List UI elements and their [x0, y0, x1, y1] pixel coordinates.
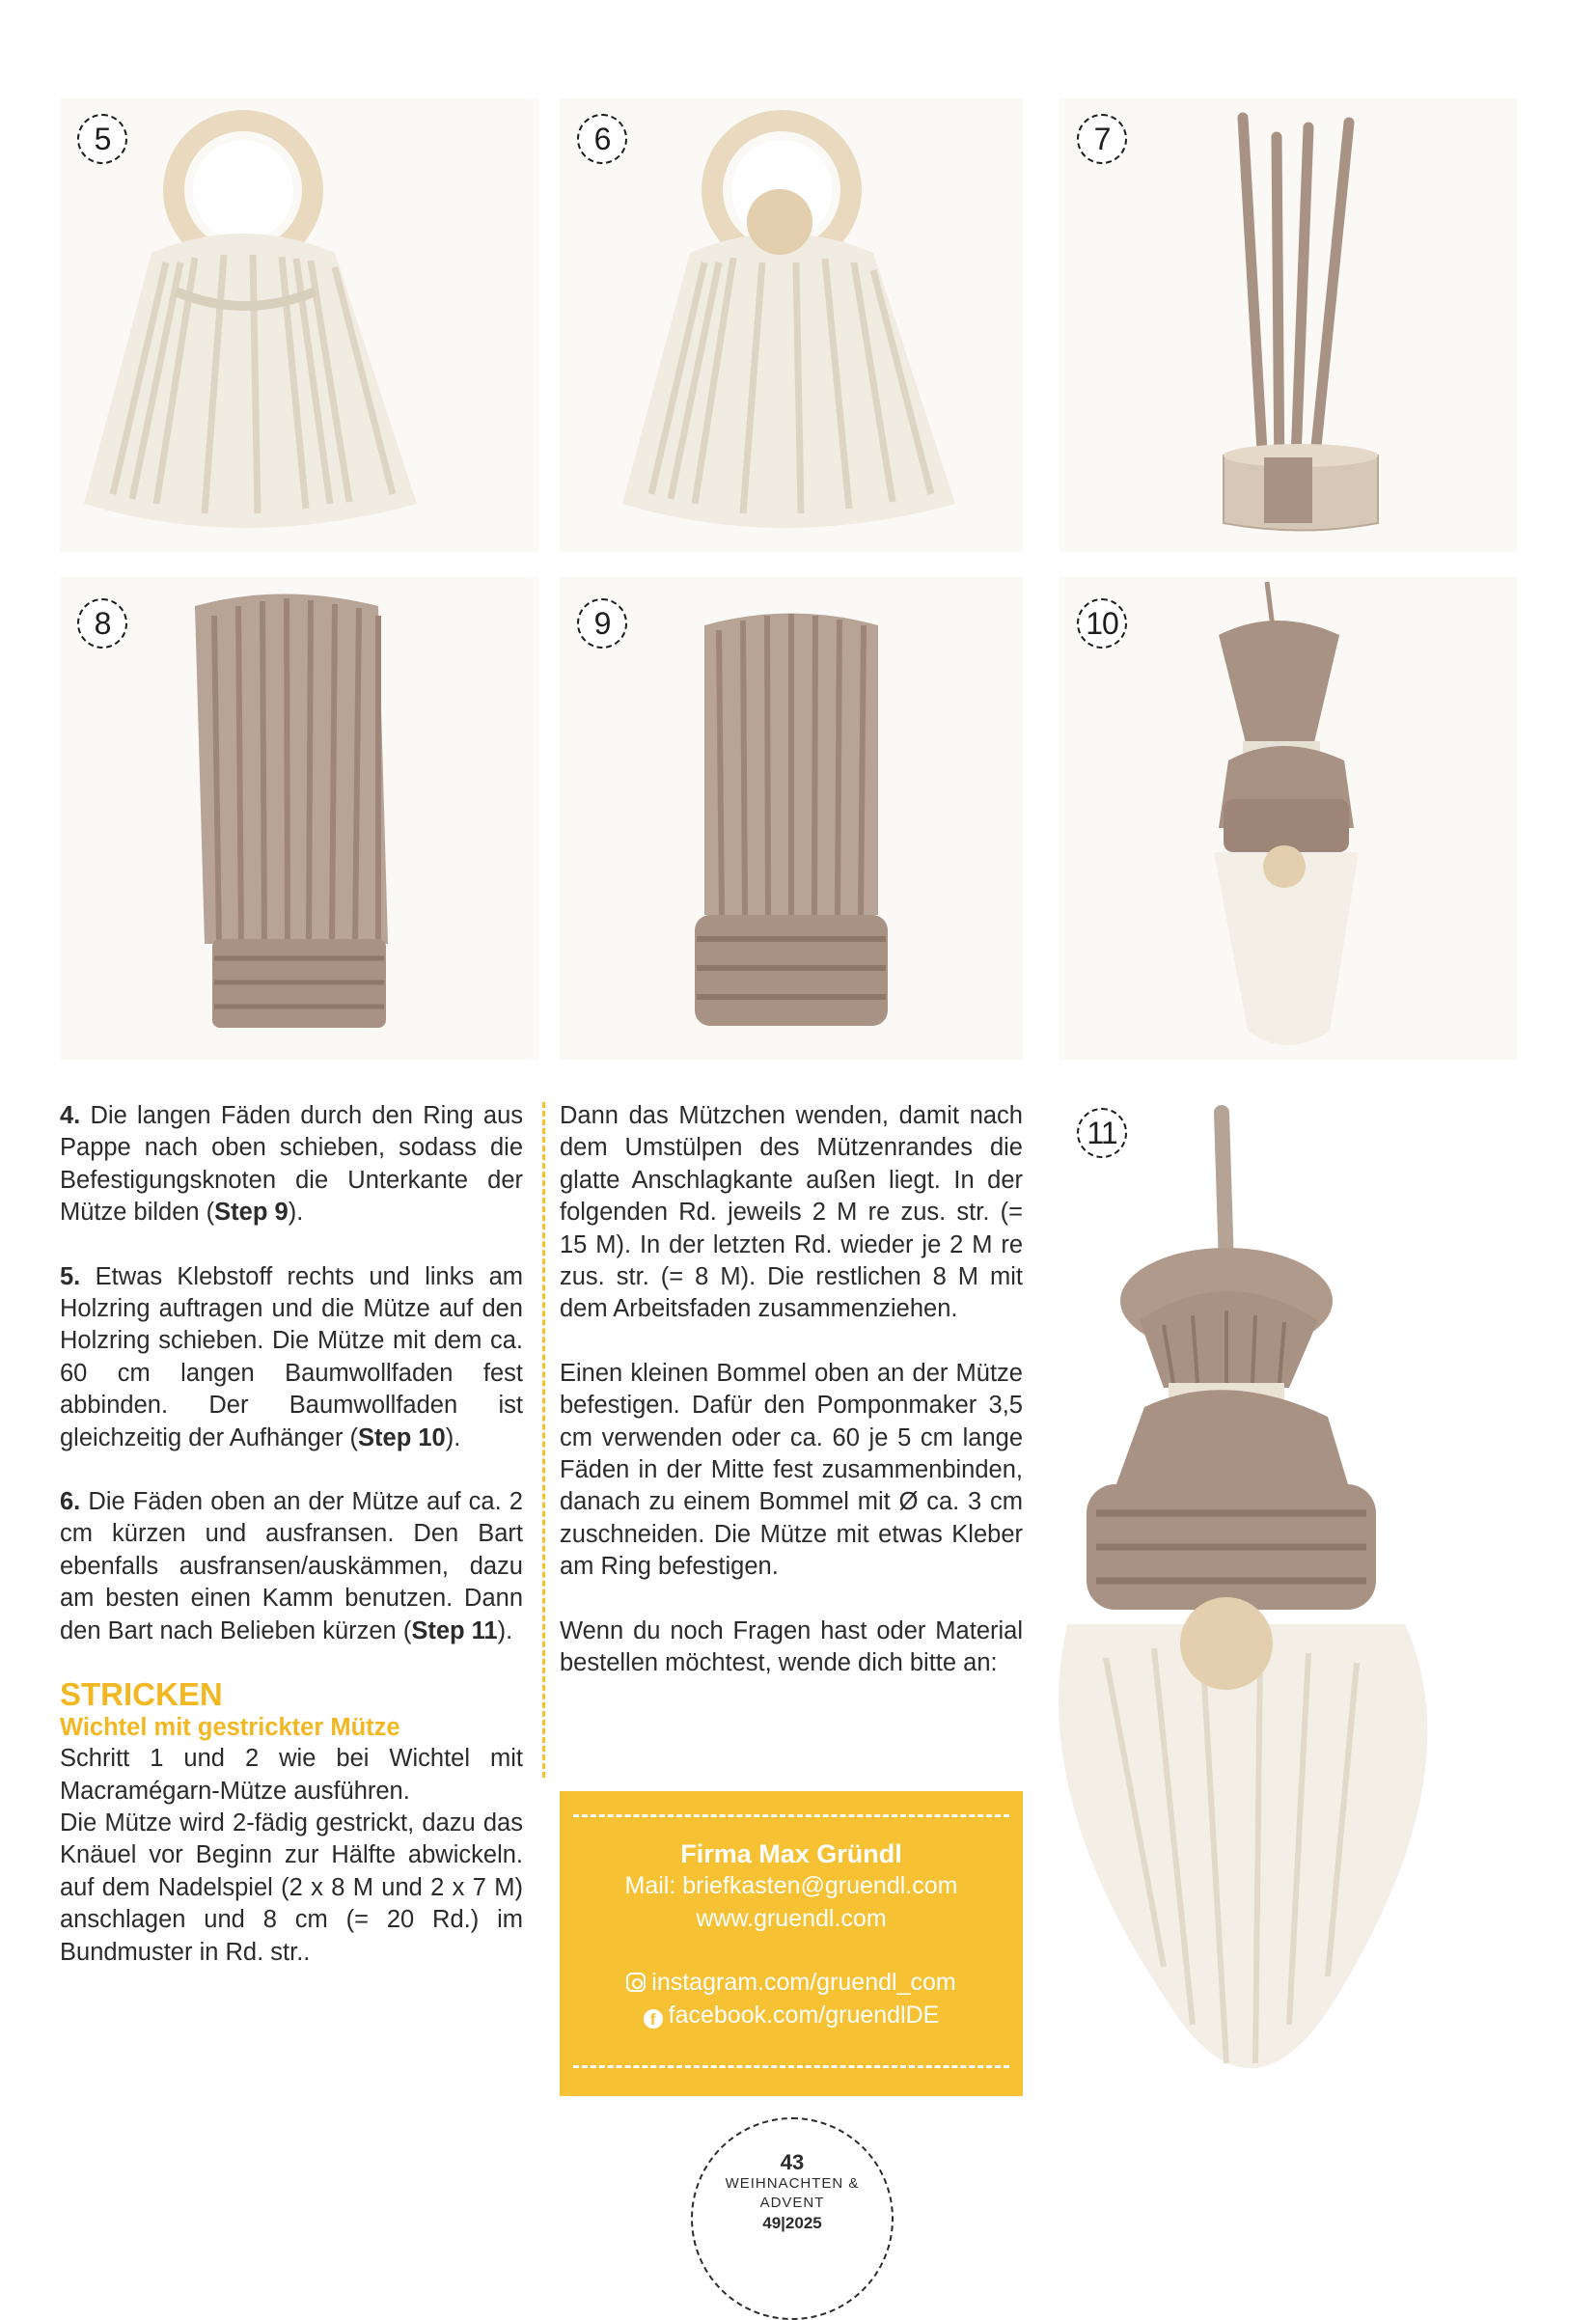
- contact-bottom-dash: [573, 2065, 1009, 2068]
- paragraph-knit-1: Schritt 1 und 2 wie bei Wichtel mit Macramégarn-Mütze ausführen.: [60, 1745, 523, 1805]
- cardboard-ring-strands-illustration: [1059, 98, 1517, 552]
- step-5-text: Etwas Klebstoff rechts und links am Holzring auftragen und die Mütze auf den Holzring schieben. Die Mütze mit dem ca. 60 cm langen Baumwollfaden fest abbinden. Der Baumwollfaden ist gleichzeitig der Aufhänger (: [60, 1262, 523, 1451]
- paragraph-step-4: [60, 1100, 523, 1229]
- photo-step-10: [1059, 577, 1517, 1060]
- section-title: STRICKEN: [60, 1676, 223, 1713]
- large-gnome-illustration: [1048, 1098, 1517, 2150]
- photo-step-11: [1048, 1098, 1517, 2150]
- issue-number: 49|2025: [762, 2214, 822, 2232]
- text-column-middle: [560, 1100, 1023, 1712]
- step-6-ref: Step 11: [411, 1616, 498, 1644]
- small-gnome-illustration: [1059, 577, 1517, 1060]
- page-number: 43: [780, 2150, 805, 2174]
- paragraph-knit-2: Die Mütze wird 2-fädig gestrickt, dazu das Knäuel vor Beginn zur Hälfte abwickeln. auf dem Nadelspiel (2 x 8 M und 2 x 7 M) anschlagen und 8 cm (= 20 Rd.) im Bundmuster in Rd. str..: [60, 1809, 523, 1966]
- step-6-number: 6.: [60, 1488, 81, 1516]
- contact-facebook-row[interactable]: [560, 2002, 1023, 2030]
- column-divider: [542, 1102, 545, 1778]
- contact-mail[interactable]: Mail: briefkasten@gruendl.com: [624, 1872, 958, 1899]
- contact-facebook: facebook.com/gruendlDE: [668, 2002, 940, 2029]
- paragraph-middle-3: Wenn du noch Fragen hast oder Material bestellen möchtest, wende dich bitte an:: [560, 1616, 1023, 1677]
- step-badge-11: 11: [1077, 1108, 1127, 1158]
- magazine-name-line-2: ADVENT: [759, 2195, 825, 2211]
- step-badge-8: 8: [77, 598, 127, 649]
- step-4-number: 4.: [60, 1102, 81, 1129]
- instagram-icon: [626, 1973, 646, 1992]
- contact-top-dash: [573, 1814, 1009, 1817]
- paragraph-middle-2: Einen kleinen Bommel oben an der Mütze befestigen. Dafür den Pomponmaker 3,5 cm verwenden oder ca. 60 je 5 cm lange Fäden in der Mitte fest zusammenbinden, danach zu einem Bommel mit Ø ca. 3 cm zuschneiden. Die Mütze mit etwas Kleber am Ring befestigen.: [560, 1359, 1023, 1581]
- brown-strands-folded-cuff-illustration: [560, 577, 1023, 1060]
- paragraph-middle-1: Dann das Mützchen wenden, damit nach dem Umstülpen des Mützenrandes die glatte Anschlagkante außen liegt. In der folgenden Rd. jeweils 2 M re zus. str. (= 15 M). In der letzten Rd. wieder je 2 M re zus. str. (= 8 M). Die restlichen 8 M mit dem Arbeitsfaden zusammenziehen.: [560, 1102, 1023, 1323]
- step-5-ref: Step 10: [358, 1423, 446, 1451]
- contact-company: Firma Max Gründl: [680, 1839, 902, 1868]
- step-4-ref: Step 9: [214, 1199, 289, 1227]
- section-subtitle: Wichtel mit gestrickter Mütze: [60, 1714, 400, 1742]
- white-tassel-ring-illustration: [60, 98, 538, 552]
- step-badge-10: 10: [1077, 598, 1127, 649]
- contact-box: [560, 1791, 1023, 2096]
- step-badge-5: 5: [77, 114, 127, 164]
- facebook-icon: f: [644, 2009, 663, 2029]
- photo-step-7: [1059, 98, 1517, 552]
- photo-step-9: [560, 577, 1023, 1060]
- step-badge-6: 6: [577, 114, 627, 164]
- white-tassel-bead-illustration: [560, 98, 1023, 552]
- step-6-text: Die Fäden oben an der Mütze auf ca. 2 cm kürzen und ausfransen. Den Bart ebenfalls ausfransen/auskämmen, dazu am besten einen Kamm benutzen. Dann den Bart nach Belieben kürzen (: [60, 1488, 523, 1644]
- contact-instagram: instagram.com/gruendl_com: [651, 1969, 956, 1996]
- text-column-left: [60, 1100, 523, 1969]
- step-5-number: 5.: [60, 1262, 81, 1290]
- paragraph-step-5: [60, 1261, 523, 1454]
- step-4-end: ).: [288, 1199, 304, 1227]
- photo-step-5: [60, 98, 538, 552]
- step-5-end: ).: [445, 1423, 461, 1451]
- photo-step-6: [560, 98, 1023, 552]
- step-badge-9: 9: [577, 598, 627, 649]
- contact-web[interactable]: www.gruendl.com: [696, 1905, 887, 1932]
- magazine-name-line-1: WEIHNACHTEN &: [725, 2175, 860, 2192]
- photo-step-8: [60, 577, 538, 1060]
- paragraph-step-6: [60, 1486, 523, 1647]
- brown-strands-cuff-illustration: [60, 577, 538, 1060]
- step-6-end: ).: [497, 1616, 513, 1644]
- step-4-text: Die langen Fäden durch den Ring aus Pappe nach oben schieben, sodass die Befestigungsknoten die Unterkante der Mütze bilden (: [60, 1102, 523, 1227]
- step-badge-7: 7: [1077, 114, 1127, 164]
- contact-instagram-row[interactable]: [560, 1969, 1023, 1997]
